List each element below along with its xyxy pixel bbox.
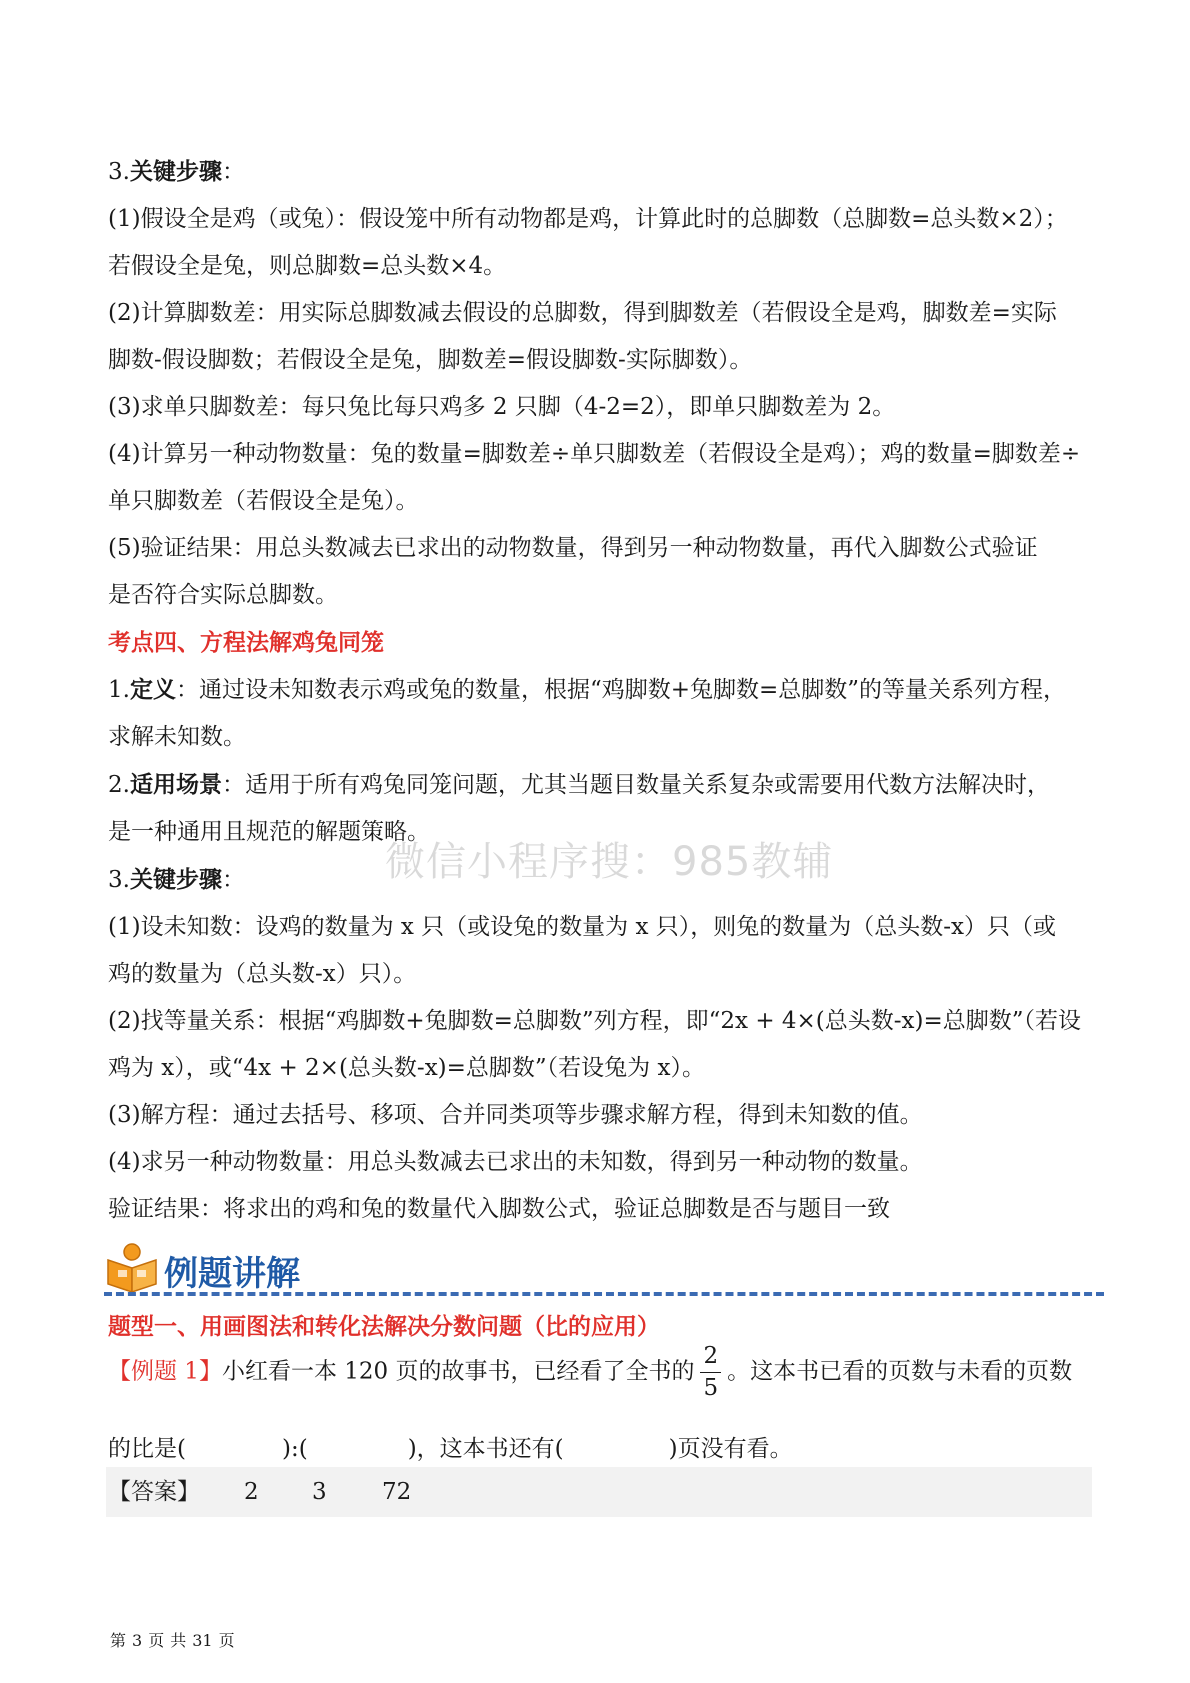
answer-value: 72 [382, 1479, 412, 1505]
blank-prefix: 的比是( [108, 1436, 186, 1462]
term-label: 关键步骤 [129, 866, 222, 893]
content-body [108, 148, 1098, 1233]
line-text: 鸡为 x），或“4x + 2×(总头数-x)=总脚数”（若设兔为 x）。 [108, 1055, 705, 1081]
example-1 [108, 1345, 1108, 1400]
text-line [108, 384, 1098, 431]
ratio-separator: ):( [281, 1436, 308, 1462]
line-text: ： [221, 867, 245, 893]
text-line [108, 761, 1098, 809]
book-reader-icon [104, 1242, 160, 1294]
text-line [108, 998, 1098, 1045]
line-text: (2)找等量关系：根据“鸡脚数+兔脚数=总脚数”列方程，即“2x + 4×(总头数-x)=总脚数”（若设 [108, 1008, 1082, 1034]
line-text: 是否符合实际总脚数。 [108, 582, 338, 608]
line-text: 求解未知数。 [108, 724, 246, 750]
text-line [108, 290, 1098, 337]
text-line [108, 337, 1098, 384]
text-line [108, 1045, 1098, 1092]
line-text: (2)计算脚数差：用实际总脚数减去假设的总脚数，得到脚数差（若假设全是鸡，脚数差=实际 [108, 300, 1057, 326]
line-text: (1)设未知数：设鸡的数量为 x 只（或设兔的数量为 x 只），则兔的数量为（总头数-x）只（或 [108, 914, 1057, 940]
fraction [700, 1345, 721, 1400]
text-line [108, 809, 1098, 856]
line-text: 2. [108, 772, 130, 798]
text-line [108, 951, 1098, 998]
example-text-before: 小红看一本 120 页的故事书，已经看了全书的 [221, 1358, 695, 1385]
type-title: 题型一、用画图法和转化法解决分数问题（比的应用） [108, 1313, 660, 1340]
term-label: 定义 [129, 676, 176, 703]
answer-label: 【答案】 [108, 1479, 200, 1505]
line-text: (3)解方程：通过去括号、移项、合并同类项等步骤求解方程，得到未知数的值。 [108, 1102, 923, 1128]
answer-value: 3 [312, 1479, 327, 1505]
line-text: 鸡的数量为（总头数-x）只）。 [108, 961, 417, 987]
line-text: 若假设全是兔，则总脚数=总头数×4。 [108, 253, 507, 279]
text-line [108, 904, 1098, 951]
text-line [108, 856, 1098, 904]
line-text: (3)求单只脚数差：每只兔比每只鸡多 2 只脚（4-2=2），即单只脚数差为 2。 [108, 394, 896, 420]
section-heading [108, 619, 1098, 666]
fraction-denominator: 5 [703, 1375, 719, 1401]
term-label: 关键步骤 [129, 158, 222, 185]
example-text-after: 。这本书已看的页数与未看的页数 [727, 1358, 1073, 1385]
text-line [108, 572, 1098, 619]
line-text: (4)求另一种动物数量：用总头数减去已求出的未知数，得到另一种动物的数量。 [108, 1149, 923, 1175]
example-tag: 【例题 1】 [108, 1358, 222, 1385]
text-line [108, 1186, 1098, 1233]
example-1-line-2 [108, 1426, 793, 1473]
text-line [108, 148, 1098, 196]
answer-value: 2 [244, 1479, 259, 1505]
footer-text: 共 [170, 1631, 187, 1650]
line-text: 3. [108, 159, 130, 185]
line-text: 单只脚数差（若假设全是兔）。 [108, 488, 419, 514]
line-text: ：通过设未知数表示鸡或兔的数量，根据“鸡脚数+兔脚数=总脚数”的等量关系列方程， [175, 677, 1067, 703]
line-text: 1. [108, 677, 130, 703]
text-line [108, 1092, 1098, 1139]
fraction-numerator: 2 [700, 1345, 721, 1373]
total-pages: 31 [192, 1631, 213, 1650]
footer-text: 页 [218, 1631, 235, 1650]
footer-text: 第 [110, 1631, 127, 1650]
line-text: 是一种通用且规范的解题策略。 [108, 819, 430, 845]
text-line [108, 478, 1098, 525]
page-number: 3 [132, 1631, 143, 1650]
line-text: 3. [108, 867, 130, 893]
line-text: 脚数-假设脚数；若假设全是兔，脚数差=假设脚数-实际脚数）。 [108, 347, 753, 373]
line-text: 验证结果：将求出的鸡和兔的数量代入脚数公式，验证总脚数是否与题目一致 [108, 1196, 890, 1222]
text-line [108, 243, 1098, 290]
page-footer [110, 1628, 241, 1651]
blank-middle: )，这本书还有( [407, 1436, 564, 1462]
text-line [108, 525, 1098, 572]
term-label: 适用场景 [129, 771, 222, 798]
text-line [108, 714, 1098, 761]
text-line [108, 431, 1098, 478]
watermark: 微信小程序搜：985教辅 [385, 839, 834, 885]
text-line [108, 196, 1098, 243]
line-text: ： [221, 159, 245, 185]
section-title: 例题讲解 [164, 1254, 300, 1294]
line-text: (4)计算另一种动物数量：兔的数量=脚数差÷单只脚数差（若假设全是鸡）；鸡的数量=脚数差÷ [108, 441, 1081, 467]
dashed-divider [104, 1292, 1104, 1296]
blank-suffix: )页没有看。 [668, 1436, 793, 1462]
text-line [108, 666, 1098, 714]
text-line [108, 1139, 1098, 1186]
answer-box [106, 1467, 1092, 1517]
heading-text: 考点四、方程法解鸡兔同笼 [108, 629, 384, 656]
line-text: (5)验证结果：用总头数减去已求出的动物数量，得到另一种动物数量，再代入脚数公式验证 [108, 535, 1038, 561]
section-banner [104, 1238, 1104, 1298]
line-text: (1)假设全是鸡（或兔）：假设笼中所有动物都是鸡，计算此时的总脚数（总脚数=总头数×2）； [108, 206, 1068, 232]
footer-text: 页 [148, 1631, 165, 1650]
line-text: ：适用于所有鸡兔同笼问题，尤其当题目数量关系复杂或需要用代数方法解决时， [221, 772, 1050, 798]
